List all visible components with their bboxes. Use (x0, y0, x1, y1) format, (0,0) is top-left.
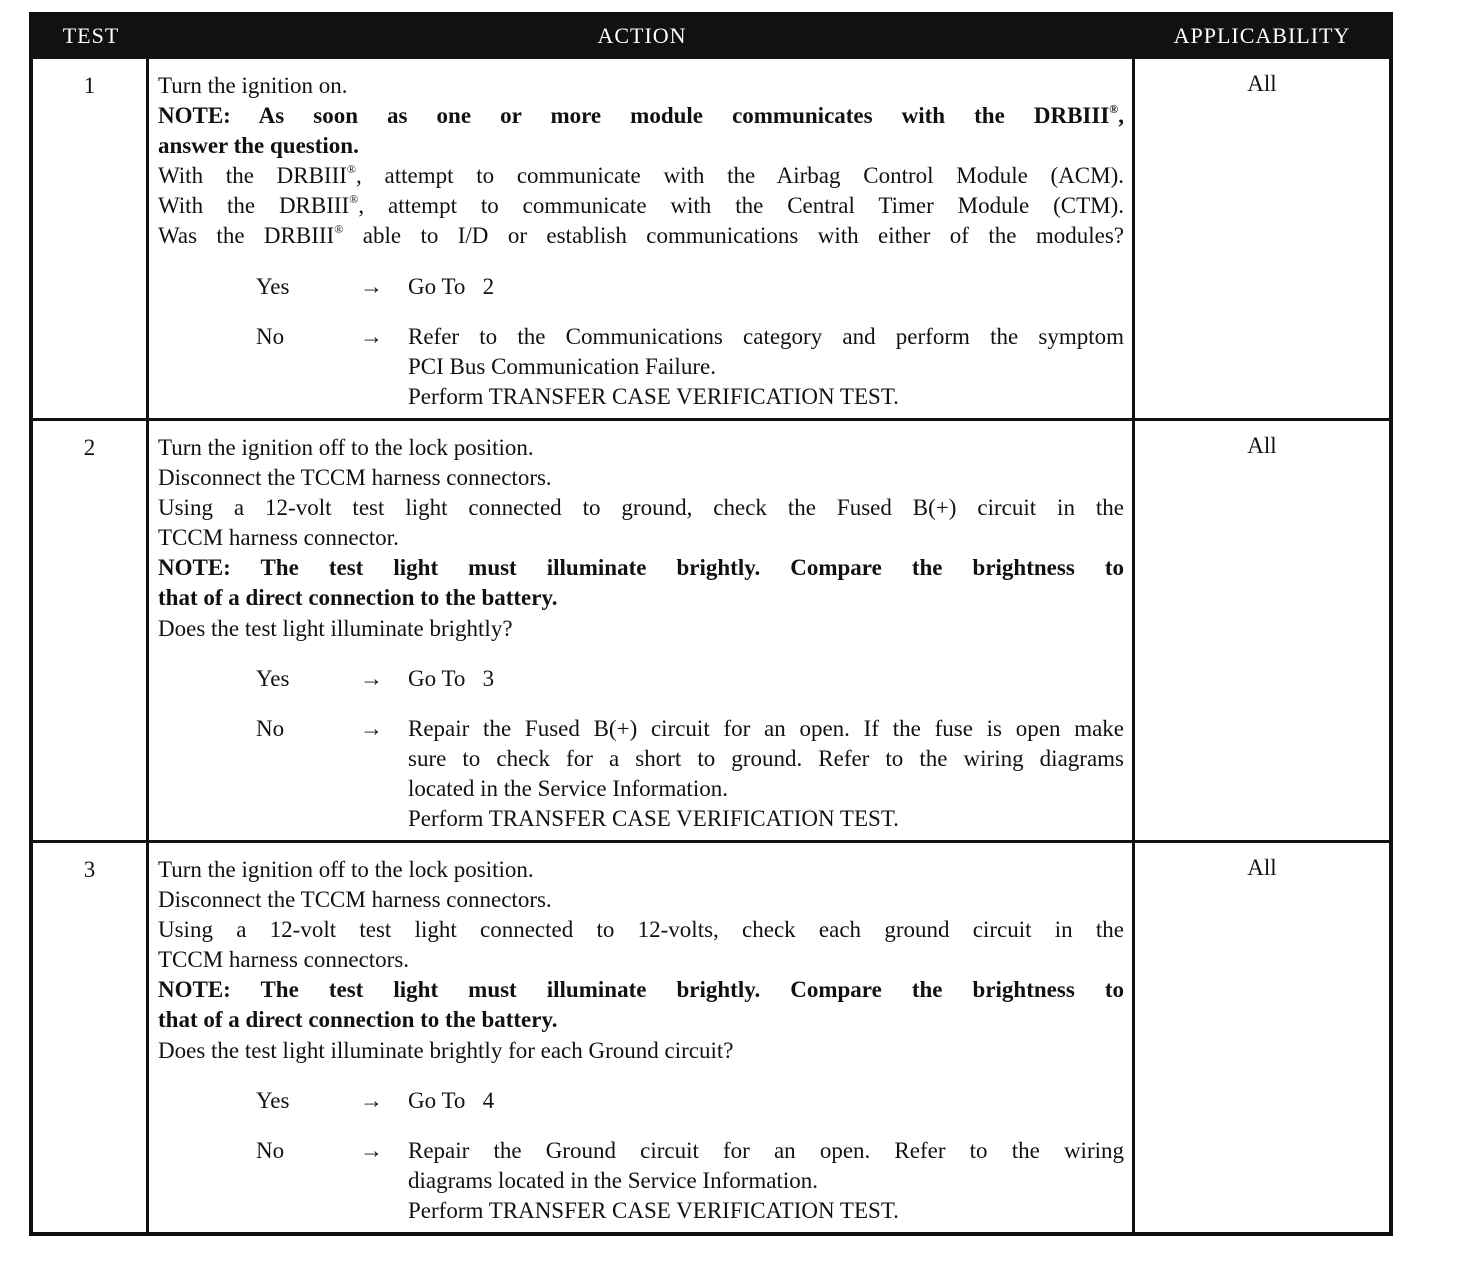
no-label: No (256, 323, 285, 349)
yes-answer (158, 664, 1124, 694)
header-action: ACTION (597, 23, 687, 48)
note-line: that of a direct connection to the battery. (158, 585, 558, 611)
no-result-line: sure to check for a short to ground. Refer to the wiring diagrams (408, 745, 1124, 771)
table-row (33, 840, 1389, 1232)
yes-label: Yes (256, 273, 290, 299)
action-line: TCCM harness connector. (158, 525, 399, 551)
action-line: Was the DRBIII® able to I/D or establish communications with either of the modules? (158, 222, 1124, 249)
header-test: TEST (62, 23, 120, 48)
no-label: No (256, 715, 285, 741)
note-line: answer the question. (158, 133, 359, 159)
action-line: Turn the ignition off to the lock position. (158, 857, 534, 882)
test-number: 3 (33, 843, 149, 1232)
no-result-line: diagrams located in the Service Information. (408, 1167, 819, 1193)
no-answer (158, 322, 1124, 412)
yes-answer (158, 272, 1124, 302)
no-answer (158, 714, 1124, 834)
test-number: 2 (33, 421, 149, 840)
test-number: 1 (33, 59, 149, 418)
registered-mark: ® (334, 222, 344, 237)
no-result (408, 714, 1124, 834)
note-line: NOTE: The test light must illuminate brightly. Compare the brightness to (158, 555, 1124, 581)
arrow-icon: → (360, 273, 383, 299)
arrow-icon: → (360, 1137, 383, 1163)
action-line: Does the test light illuminate brightly? (158, 615, 513, 641)
arrow-icon: → (360, 1087, 383, 1113)
action-line: Does the test light illuminate brightly for each Ground circuit? (158, 1037, 734, 1063)
action-cell (149, 421, 1135, 840)
diagnostic-table (29, 12, 1393, 1236)
arrow-icon: → (360, 665, 383, 691)
action-cell (149, 843, 1135, 1232)
yes-result: Go To 4 (408, 1087, 495, 1113)
table-row (33, 418, 1389, 840)
yes-answer (158, 1086, 1124, 1116)
no-result-line: Perform TRANSFER CASE VERIFICATION TEST. (408, 806, 899, 832)
header-applicability: APPLICABILITY (1173, 23, 1351, 48)
registered-mark: ® (349, 192, 359, 207)
arrow-icon: → (360, 715, 383, 741)
action-line: Disconnect the TCCM harness connectors. (158, 465, 552, 491)
registered-mark: ® (1109, 102, 1119, 117)
registered-mark: ® (346, 162, 357, 177)
table-header (33, 16, 1389, 56)
note-line: that of a direct connection to the battery. (158, 1007, 558, 1033)
action-cell (149, 59, 1135, 418)
yes-result: Go To 3 (408, 665, 495, 691)
yes-label: Yes (256, 1087, 290, 1113)
action-line: With the DRBIII®, attempt to communicate with the Airbag Control Module (ACM). (158, 162, 1125, 189)
no-result-line: Repair the Fused B(+) circuit for an open. If the fuse is open make (408, 715, 1124, 741)
no-result-line: Repair the Ground circuit for an open. Refer to the wiring (408, 1137, 1124, 1163)
yes-label: Yes (256, 665, 290, 691)
no-result (408, 1136, 1124, 1226)
yes-result: Go To 2 (408, 273, 495, 299)
applicability-cell: All (1247, 855, 1277, 880)
action-line: Using a 12-volt test light connected to 12-volts, check each ground circuit in the (158, 917, 1124, 943)
no-label: No (256, 1137, 285, 1163)
no-result-line: Perform TRANSFER CASE VERIFICATION TEST. (408, 383, 899, 409)
action-line: Using a 12-volt test light connected to ground, check the Fused B(+) circuit in the (158, 495, 1124, 521)
action-line: With the DRBIII®, attempt to communicate with the Central Timer Module (CTM). (158, 192, 1124, 219)
arrow-icon: → (360, 323, 383, 349)
no-result-line: Refer to the Communications category and perform the symptom (408, 323, 1124, 349)
applicability-cell: All (1247, 433, 1277, 458)
action-line: Turn the ignition off to the lock position. (158, 435, 534, 460)
no-result (408, 322, 1124, 412)
table-row (33, 56, 1389, 418)
no-answer (158, 1136, 1124, 1226)
action-line: Disconnect the TCCM harness connectors. (158, 887, 552, 913)
action-line: Turn the ignition on. (158, 73, 348, 98)
no-result-line: Perform TRANSFER CASE VERIFICATION TEST. (408, 1197, 899, 1223)
no-result-line: PCI Bus Communication Failure. (408, 353, 716, 379)
applicability-cell: All (1247, 71, 1277, 96)
note-line: NOTE: The test light must illuminate brightly. Compare the brightness to (158, 977, 1124, 1003)
no-result-line: located in the Service Information. (408, 775, 728, 801)
action-line: TCCM harness connectors. (158, 947, 410, 973)
note-line: NOTE: As soon as one or more module communicates with the DRBIII®, (158, 102, 1124, 129)
